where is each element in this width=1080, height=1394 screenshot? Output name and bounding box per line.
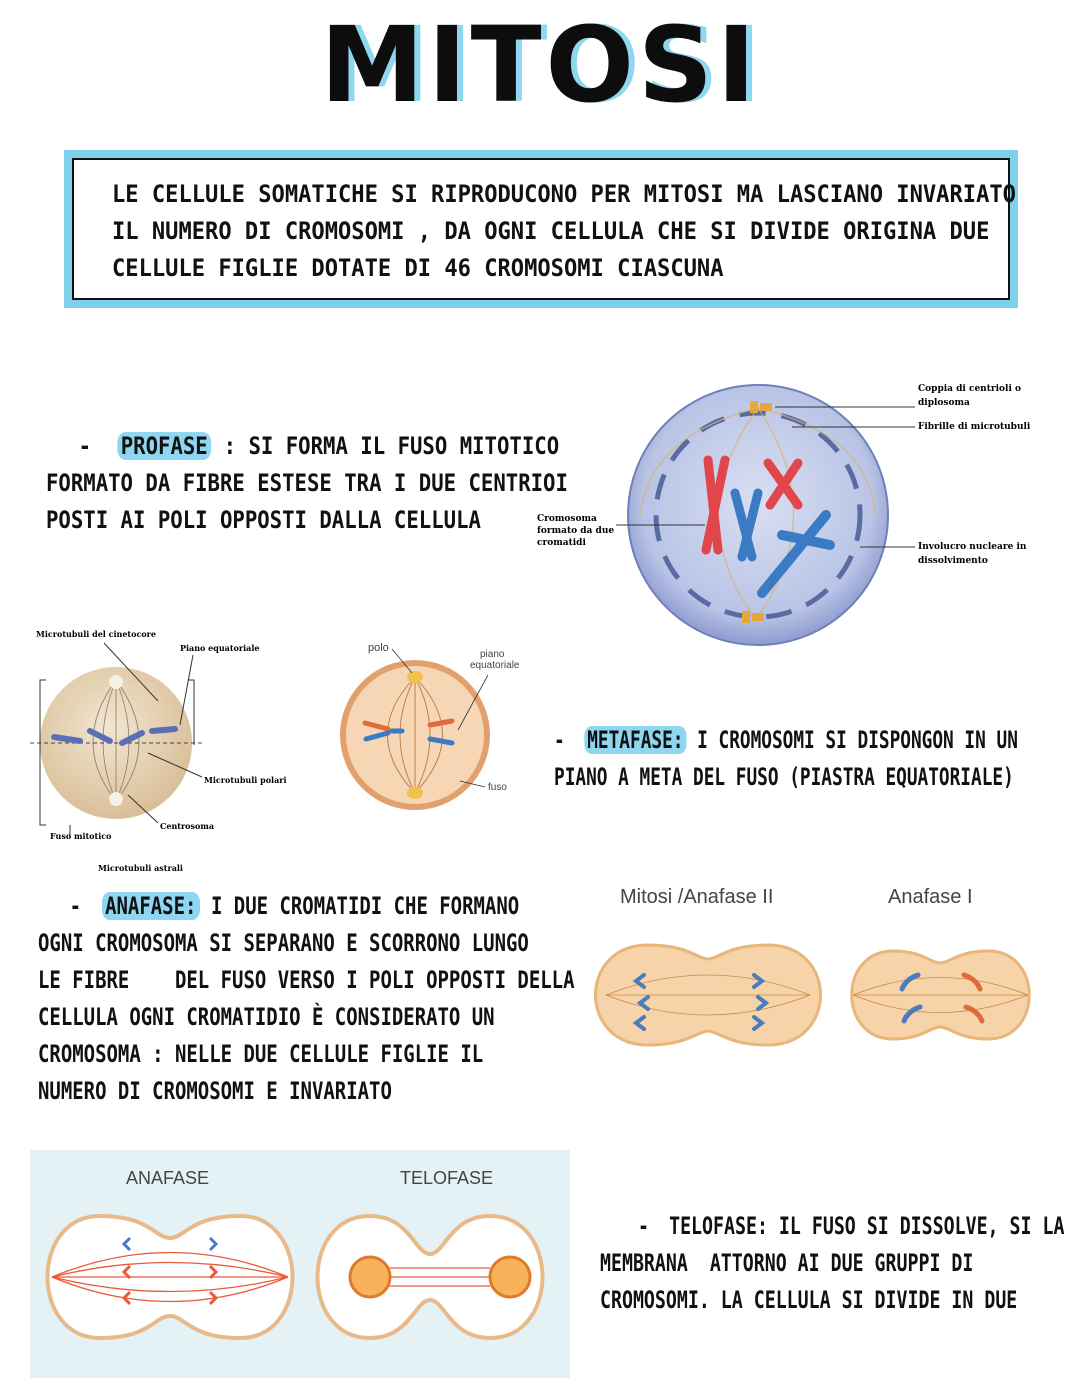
telofase-text (600, 1208, 1064, 1319)
anaphase-compare-right-label: Anafase I (888, 886, 973, 908)
telofase-line-1 (600, 1208, 1064, 1245)
metafase-line-2: PIANO A META DEL FUSO (PIASTRA EQUATORIALE) (554, 763, 1014, 791)
profase-line-3: POSTI AI POLI OPPOSTI DALLA CELLULA (46, 506, 481, 534)
label-kinetochore: Microtubuli del cinetocore (36, 629, 156, 639)
intro-line: CELLULE FIGLIE DOTATE DI 46 CROMOSOMI CIASCUNA (112, 254, 724, 282)
anafase-dash: - (69, 892, 82, 920)
prophase-cell-diagram (530, 375, 1040, 655)
metafase-term: METAFASE: (584, 726, 686, 754)
label-centrioles-2: diplosoma (918, 398, 970, 408)
profase-text (46, 428, 568, 539)
ana-telo-left-label: ANAFASE (126, 1168, 210, 1188)
label-centrioles-1: Coppia di centrioli o (918, 384, 1022, 394)
label-fibrils: Fibrille di microtubuli (918, 422, 1031, 432)
label-plane-2: equatoriale (470, 660, 520, 671)
label-plane-1: piano (480, 649, 505, 660)
metafase-text (554, 722, 1018, 796)
telofase-line-3: CROMOSOMI. LA CELLULA SI DIVIDE IN DUE (600, 1286, 1018, 1314)
label-polar-microtubules: Microtubuli polari (204, 775, 287, 785)
profase-line-1 (46, 428, 568, 465)
anaphase-compare-left-label: Mitosi /Anafase II (620, 886, 774, 908)
telofase-nucleus-right (490, 1257, 530, 1297)
anafase-line-3: LE FIBRE DEL FUSO VERSO I POLI OPPOSTI DELLA (38, 966, 575, 994)
centriole-top (750, 401, 758, 413)
intro-box-inner (72, 158, 1016, 300)
ana-telo-cells (30, 1194, 570, 1374)
telofase-term: TELOFASE: (669, 1212, 768, 1240)
label-envelope-1: Involucro nucleare in (918, 542, 1027, 552)
profase-dash: - (78, 432, 92, 460)
intro-line: IL NUMERO DI CROMOSOMI , DA OGNI CELLULA CHE SI DIVIDE ORIGINA DUE (112, 217, 990, 245)
anafase-line-5: CROMOSOMA : NELLE DUE CELLULE FIGLIE IL (38, 1040, 484, 1068)
intro-line: LE CELLULE SOMATICHE SI RIPRODUCONO PER MITOSI MA LASCIANO INVARIATO (112, 180, 1016, 208)
label-astral-microtubules: Microtubuli astrali (98, 863, 183, 873)
label-chromosome-3: cromatidi (537, 538, 586, 548)
label-spindle: fuso (488, 782, 507, 793)
metafase-line-1 (554, 722, 1018, 759)
label-equatorial-plane: Piano equatoriale (180, 643, 260, 653)
anafase-term: ANAFASE: (102, 892, 200, 920)
anafase-line-1 (38, 888, 575, 925)
ana-telo-image (30, 1150, 570, 1378)
intro-text (112, 176, 1016, 287)
metafase-line1-rest: I CROMOSOMI SI DISPONGON IN UN (697, 726, 1018, 754)
anafase-line1-rest: I DUE CROMATIDI CHE FORMANO (210, 892, 520, 920)
centriole-bottom (742, 611, 750, 623)
cell-body (628, 385, 888, 645)
intro-box (64, 150, 1018, 308)
telofase-dash: - (638, 1212, 649, 1240)
anafase-line-2: OGNI CROMOSOMA SI SEPARANO E SCORRONO LUNGO (38, 929, 529, 957)
page-title: MITOSI (320, 4, 760, 126)
telofase-nucleus-left (350, 1257, 390, 1297)
spindle-diagram (30, 625, 320, 875)
label-pole: polo (368, 642, 389, 654)
anafase-line-6: NUMERO DI CROMOSOMI E INVARIATO (38, 1077, 392, 1105)
profase-line-2: FORMATO DA FIBRE ESTESE TRA I DUE CENTRIOI (46, 469, 568, 497)
metafase-dash: - (554, 726, 565, 754)
anafase-text (38, 888, 575, 1110)
telofase-line-2: MEMBRANA ATTORNO AI DUE GRUPPI DI (600, 1249, 974, 1277)
label-envelope-2: dissolvimento (918, 556, 988, 566)
label-mitotic-spindle: Fuso mitotico (50, 831, 112, 841)
label-chromosome-2: formato da due (537, 526, 615, 536)
profase-line1-rest: : SI FORMA IL FUSO MITOTICO (223, 432, 560, 460)
anaphase-compare-diagram (578, 935, 1048, 1055)
telofase-line1-rest: IL FUSO SI DISSOLVE, SI LA (778, 1212, 1065, 1240)
profase-term: PROFASE (117, 432, 211, 460)
label-centrosome: Centrosoma (160, 821, 215, 831)
ana-telo-right-label: TELOFASE (400, 1168, 494, 1188)
metaphase-cell-diagram (330, 635, 530, 825)
anafase-line-4: CELLULA OGNI CROMATIDIO È CONSIDERATO UN (38, 1003, 495, 1031)
label-chromosome-1: Cromosoma (537, 514, 597, 524)
